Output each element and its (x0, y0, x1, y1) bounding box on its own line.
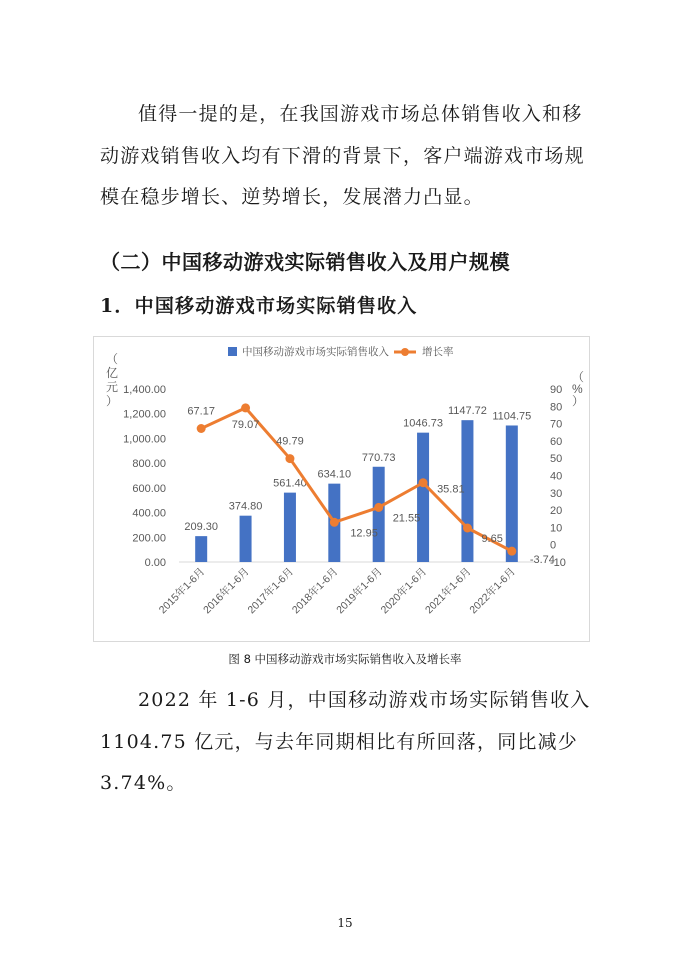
y-left-axis-title: （亿元） (106, 352, 119, 408)
y-right-tick-label: 60 (550, 435, 563, 448)
growth-rate-label: 9.65 (481, 533, 503, 546)
x-category-label: 2017年1-6月 (245, 565, 297, 617)
x-category-label: 2020年1-6月 (378, 565, 430, 617)
y-right-tick-label: 90 (550, 384, 563, 396)
y-left-tick-label: 400.00 (132, 507, 166, 520)
legend-bar-swatch (228, 347, 237, 356)
y-right-tick-label: 20 (550, 505, 563, 518)
revenue-bar-label: 770.73 (361, 451, 396, 464)
revenue-bar (417, 433, 429, 562)
revenue-bar-label: 209.30 (184, 521, 219, 534)
growth-rate-label: 67.17 (187, 405, 215, 418)
y-left-tick-label: 800.00 (132, 458, 166, 471)
x-category-label: 2015年1-6月 (156, 565, 208, 617)
y-left-tick-label: 1,200.00 (123, 408, 166, 421)
revenue-bar (195, 536, 207, 562)
growth-rate-point (197, 424, 206, 433)
x-category-label: 2016年1-6月 (201, 565, 252, 617)
y-left-tick-label: 200.00 (132, 532, 166, 545)
sub-heading: 1．中国移动游戏市场实际销售收入 (100, 295, 418, 317)
growth-rate-label: -3.74 (529, 554, 555, 567)
legend-bar-label: 中国移动游戏市场实际销售收入 (242, 346, 389, 358)
revenue-bar-label: 374.80 (228, 500, 263, 513)
y-left-tick-label: 600.00 (132, 482, 166, 495)
growth-rate-point (419, 478, 428, 487)
page-number: 15 (337, 916, 353, 930)
y-right-tick-label: 40 (550, 470, 563, 483)
legend-line-label: 增长率 (422, 346, 454, 358)
revenue-bar (373, 467, 385, 562)
growth-rate-label: 35.81 (437, 483, 465, 496)
growth-rate-point (330, 518, 339, 527)
y-right-tick-label: 50 (550, 453, 563, 466)
summary-paragraph-text: 2022 年 1-6 月，中国移动游戏市场实际销售收入1104.75 亿元，与去年同期相比有所回落，同比减少3.74%。 (100, 689, 591, 794)
y-right-tick-label: -10 (550, 557, 566, 569)
y-right-tick-label: 0 (550, 539, 557, 552)
legend-line-marker (401, 348, 409, 356)
y-left-tick-label: 0.00 (144, 557, 166, 569)
growth-rate-label: 49.79 (276, 435, 304, 448)
growth-rate-point (507, 547, 516, 556)
x-category-label: 2018年1-6月 (289, 565, 341, 617)
growth-rate-label: 21.55 (392, 512, 421, 525)
y-right-tick-label: 30 (550, 487, 563, 500)
growth-rate-point (285, 454, 294, 463)
y-left-tick-label: 1,000.00 (123, 433, 166, 446)
chart-canvas (94, 337, 589, 641)
revenue-bar (284, 493, 296, 562)
y-right-axis-title: （%） (572, 370, 585, 408)
growth-rate-label: 12.95 (350, 527, 378, 540)
growth-rate-label: 79.07 (231, 418, 260, 431)
x-category-label: 2019年1-6月 (334, 565, 385, 617)
summary-paragraph (100, 680, 600, 805)
revenue-bar-label: 634.10 (317, 468, 352, 481)
section-heading: （二）中国移动游戏实际销售收入及用户规模 (100, 250, 510, 274)
growth-rate-point (463, 524, 472, 533)
revenue-bar-label: 1147.72 (447, 405, 487, 418)
revenue-bar-label: 1046.73 (403, 417, 443, 430)
x-category-label: 2021年1-6月 (422, 565, 474, 617)
growth-rate-point (374, 503, 383, 512)
revenue-chart (93, 336, 590, 642)
y-right-tick-label: 10 (550, 522, 563, 535)
revenue-bar (506, 425, 518, 562)
figure-caption: 图 8 中国移动游戏市场实际销售收入及增长率 (228, 652, 462, 666)
intro-paragraph (100, 94, 600, 219)
revenue-bar-label: 1104.75 (492, 410, 532, 423)
y-right-tick-label: 70 (550, 418, 563, 431)
x-category-label: 2022年1-6月 (467, 565, 518, 617)
y-left-tick-label: 1,400.00 (123, 384, 166, 396)
intro-paragraph-text: 值得一提的是，在我国游戏市场总体销售收入和移动游戏销售收入均有下滑的背景下，客户端游戏市场规模在稳步增长、逆势增长，发展潜力凸显。 (100, 103, 585, 208)
growth-rate-point (241, 403, 250, 412)
revenue-bar (240, 516, 252, 562)
revenue-bar-label: 561.40 (273, 477, 307, 490)
y-right-tick-label: 80 (550, 401, 563, 414)
